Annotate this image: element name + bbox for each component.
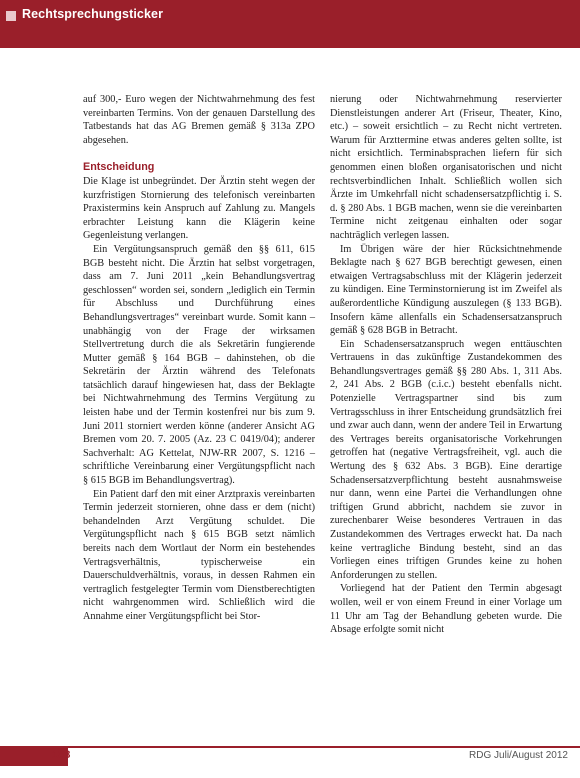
right-column <box>330 93 562 637</box>
paragraph: Vorliegend hat der Patient den Termin abgesagt wollen, weil er von einem Freund in einer Vorlage um 11 Uhr am Tag der Behandlung gebeten wurde. Die Absage erfolgte somit nicht <box>330 583 562 636</box>
paragraph: Ein Schadensersatzanspruch wegen enttäuschten Vertrauens in das zukünftige Zustandekommen des Behandlungsvertrages gemäß §§ 280 Abs. 1, 311 Abs. 2, 241 Abs. 2 BGB (c.i.c.) besteht ebenfalls nicht. Potenzielle Vertragspartner sind bis zum Vertragsschluss in ihrer Entscheidung grundsätzlich frei und zwar auch dann, wenn der andere Teil in Erwartung des Vertrages bereits organisatorische Vorkehrungen getroffen hat (negative Vertragsfreiheit, vgl. auch die Wertung des § 632 Abs. 3 BGB). Eine derartige Schadensersatzverpflichtung besteht ausnahmsweise nur dann, wenn eine Partei die Verhandlungen ohne triftigen Grund abbricht, nachdem sie zuvor in zurechenbarer Weise besonderes Vertrauen in das Zustandekommen des Vertrages erweckt hat. Da nach keine vertragliche Bindung besteht, sind an das Vorliegen eines triftigen Grundes keine zu hohen Anforderungen zu stellen. <box>330 338 562 581</box>
left-column <box>83 93 315 624</box>
section-heading: Entscheidung <box>83 161 155 174</box>
paragraph: nierung oder Nichtwahrnehmung reservierter Dienstleistungen anderer Art (Friseur, Theater, Kino, etc.) – soweit ersichtlich – zu Recht nicht vertreten. Warum für Arzttermine etwas anderes gelten sollte, ist nicht ersichtlich. Terminabsprachen liefern für sich genommen einen bloßen organisatorischen und nicht rechtsverbindlichen Inhalt. Schließlich wollen sich Ärzte im Umkehrfall nicht schadensersatzpflichtig i. S. d. § 280 Abs. 1 BGB machen, wenn sie die vereinbarten Termine nicht zeitgenau einhalten oder sogar nachträglich verlegen lassen. <box>330 94 562 241</box>
paragraph: auf 300,- Euro wegen der Nichtwahrnehmung des fest vereinbarten Termins. Von der genauen Darstellung des Tatbestands hat das AG Bremen gemäß § 313a ZPO abgesehen. <box>83 94 315 146</box>
header-square-icon <box>6 11 16 21</box>
paragraph: Ein Patient darf den mit einer Arztpraxis vereinbarten Termin jederzeit stornieren, ohne dass er dem (nicht) behandelnden Arzt Vergütung schuldet. Die Vergütungspflicht nach § 615 BGB setzt nämlich bereits nach dem Wortlaut der Norm ein bestehendes Vertragsverhältnis, typischerweise ein Dauerschuldverhältnis, voraus, in dessen Rahmen ein vertraglich festgelegter Termin vom Dienstberechtigten nicht wahrgenommen wird. Schließlich wird die Annahme einer Vergütungspflicht bei Stor- <box>83 488 315 622</box>
header-bar <box>0 0 580 48</box>
paragraph: Ein Vergütungsanspruch gemäß den §§ 611, 615 BGB besteht nicht. Die Ärztin hat selbst vorgetragen, dass am 7. Juni 2011 „kein Behandlungsvertrag geschlossen“ worden sei, sondern „lediglich ein Termin für Abschluss und Durchführung eines Behandlungsvertrages“ vereinbart wurde. Somit kann – unabhängig von der Frage der wirksamen Stellvertretung durch die als Sekretärin fungierende Mutter gemäß § 164 BGB – dahinstehen, ob die Sekretärin der Ärztin während des Telefonats tatsächlich darauf hingewiesen hat, dass der Beklagte bei Nichtwahrnehmung des Termins Vergütung zu leisten habe und der Termin kostenfrei nur bis zum 9. Juni 2011 storniert werden könne (anderer Ansicht AG Bremen vom 20. 7. 2005 (Az. 23 C 0419/04); anderer Sachverhalt: AG Kettelat, NJW-RR 2007, S. 1216 – schriftliche Vereinbarung einer Vergütungspflicht nach § 615 BGB im Behandlungsvertrag). <box>83 243 315 487</box>
issue-label: RDG Juli/August 2012 <box>469 750 568 761</box>
paragraph: Die Klage ist unbegründet. Der Ärztin steht wegen der kurzfristigen Stornierung des telefonisch vereinbarten Praxistermins kein Anspruch auf Zahlung zu. Mangels erbrachter Leistung kann die Klägerin keine Gegenleistung verlangen. <box>83 175 315 242</box>
section-title: Rechtsprechungsticker <box>22 7 164 21</box>
paragraph: Im Übrigen wäre der hier Rücksichtnehmende Beklagte nach § 627 BGB berechtigt gewesen, einen etwaigen Vertragsabschluss mit der Klägerin jederzeit zu kündigen. Eine Terminstornierung ist im Zweifel als außerordentliche Kündigung auszulegen (§ 133 BGB). Insofern käme allenfalls ein Schadensersatzanspruch gemäß § 628 BGB in Betracht. <box>330 243 562 337</box>
page-number: 188 <box>52 749 71 761</box>
footer-rule <box>0 746 580 748</box>
